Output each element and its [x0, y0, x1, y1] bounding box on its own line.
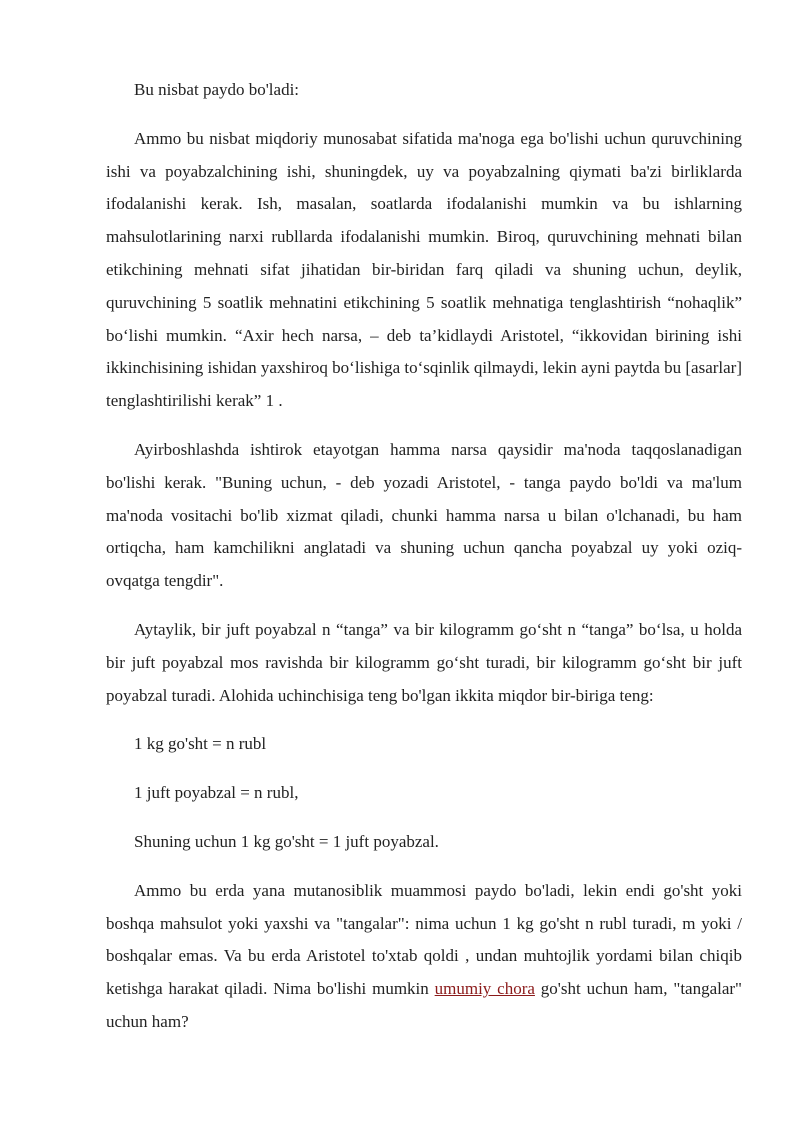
paragraph-exchange-comparison: Ayirboshlashda ishtirok etayotgan hamma narsa qaysidir ma'noda taqqoslanadigan bo'lishi kerak. "Buning uchun, - deb yozadi Aristotel, - tanga paydo bo'ldi va ma'lum ma'noda vositachi bo'lib xizmat qiladi, chunki hamma narsa u bilan o'lchanadi, bu ham ortiqcha, ham kamchilikni anglatadi va shuning uchun qancha poyabzal uy yoki oziq-ovqatga tengdir".: [106, 439, 742, 591]
document-page: [106, 74, 742, 1055]
paragraph-intro: Bu nisbat paydo bo'ladi:: [134, 80, 300, 99]
paragraph-quantitative-relation: Ammo bu nisbat miqdoriy munosabat sifatida ma'noga ega bo'lishi uchun quruvchining ishi va poyabzalchining ishi, shuningdek, uy va poyabzalning qiymati ba'zi birliklarda ifodalanishi kerak. Ish, masalan, soatlarda ifodalanishi mumkin va bu ishlarning mahsulotlarining narxi rubllarda ifodalanishi mumkin. Biroq, quruvchining mehnati bilan etikchining mehnati sifat jihatidan bir-biridan farq qiladi va shuning uchun, deylik, quruvchining 5 soatlik mehnatini etikchining 5 soatlik mehnatiga tenglashtirish “nohaqlik” bo‘lishi mumkin. “Axir hech narsa, – deb ta’kidlaydi Aristotel, “ikkovidan birining ishi ikkinchisining ishidan yaxshiroq bo‘lishiga to‘sqinlik qilmaydi, lekin ayni paytda bu [asarlar] tenglashtirilishi kerak” 1 .: [106, 128, 742, 411]
equation-shoes-rubl: 1 juft poyabzal = n rubl,: [134, 783, 299, 803]
paragraph-text-before-link: Ammo bu erda yana mutanosiblik muammosi paydo bo'ladi, lekin endi go'sht yoki boshqa mahsulot yoki yaxshi va "tangalar": nima uchun 1 kg go'sht n rubl turadi, m yoki / boshqalar emas. Va bu erda Aristotel to'xtab qoldi , undan muhtojlik yordami bilan chiqib ketishga harakat qiladi. Nima bo'lishi mumkin: [106, 880, 742, 999]
paragraph-shoes-meat-example: Aytaylik, bir juft poyabzal n “tanga” va bir kilogramm go‘sht n “tanga” bo‘lsa, u holda bir juft poyabzal mos ravishda bir kilogramm go‘sht turadi, bir kilogramm go‘sht bir juft poyabzal turadi. Alohida uchinchisiga teng bo'lgan ikkita miqdor bir-biriga teng:: [106, 619, 742, 705]
paragraph-text-after-link: go'sht uchun ham, "tangalar" uchun ham?: [106, 979, 742, 1031]
equation-conclusion: Shuning uchun 1 kg go'sht = 1 juft poyabzal.: [134, 831, 439, 851]
umumiy-chora-link[interactable]: umumiy chora: [434, 979, 535, 999]
equation-meat-rubl: 1 kg go'sht = n rubl: [134, 734, 267, 754]
paragraph-proportionality-problem: [106, 875, 742, 1039]
